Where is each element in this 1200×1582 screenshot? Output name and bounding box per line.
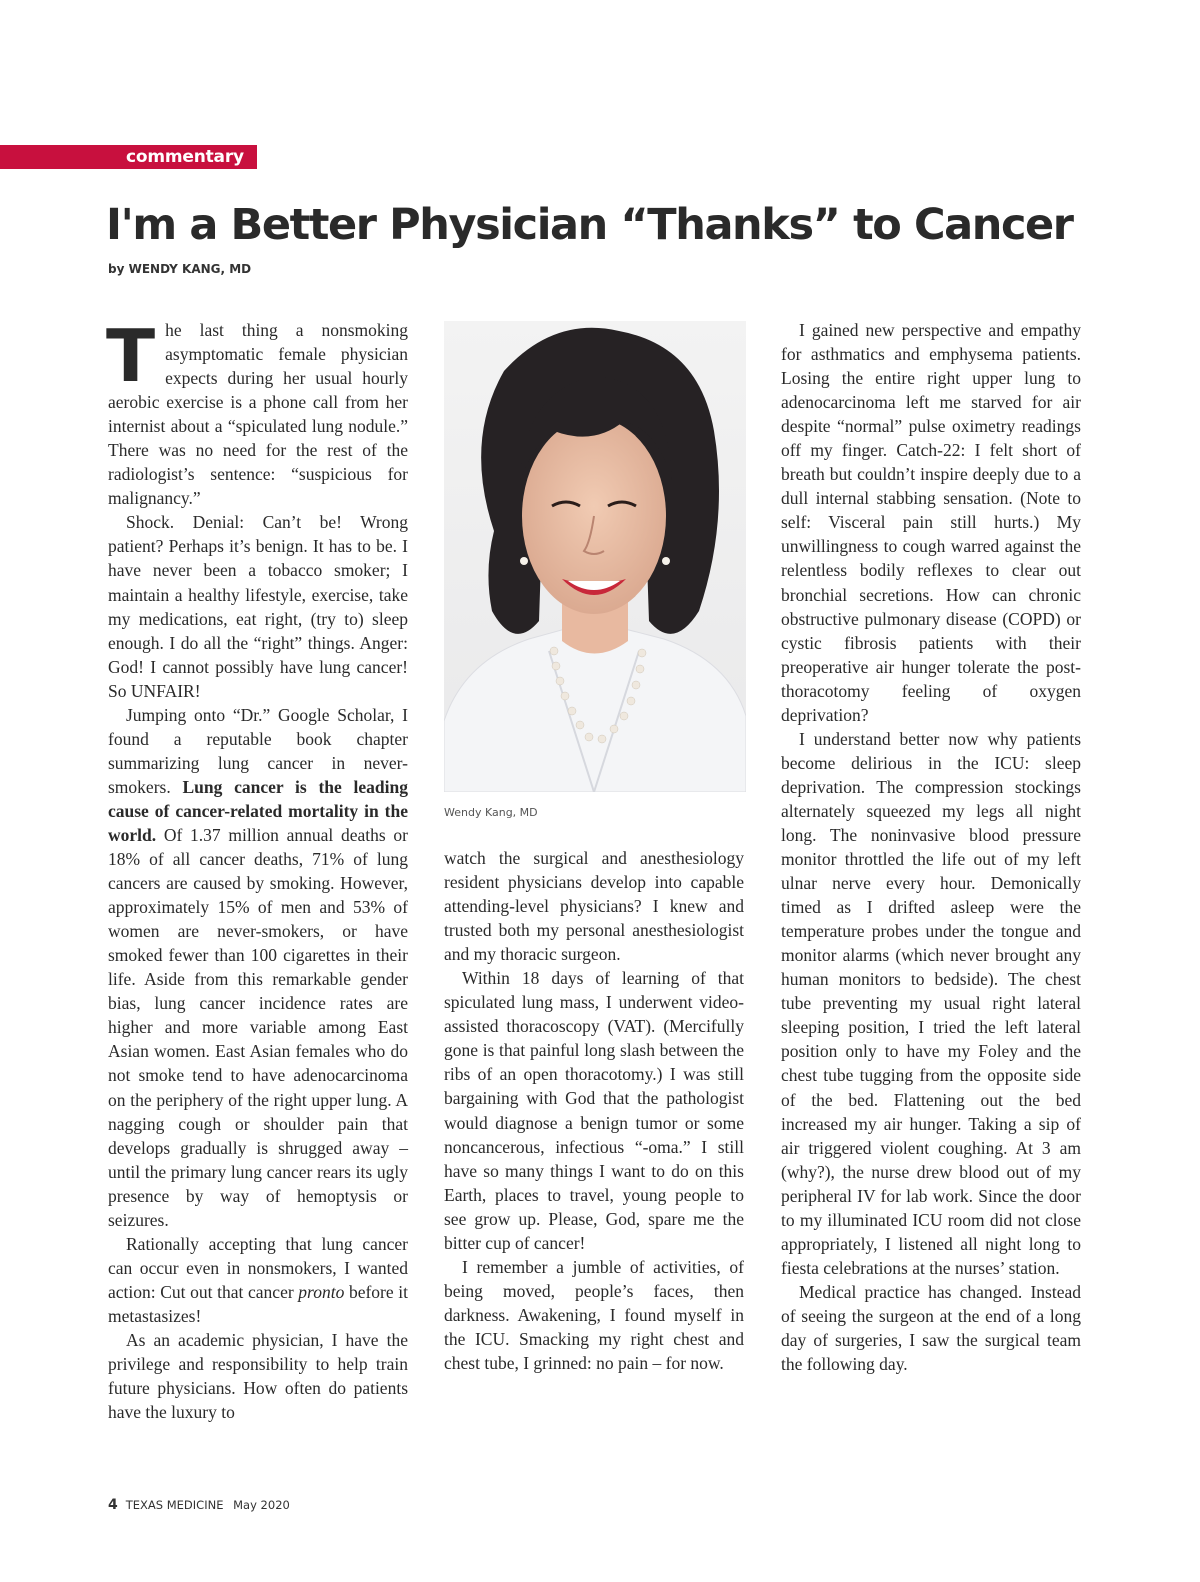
- paragraph-text: Of 1.37 million annual deaths or 18% of all cancer deaths, 71% of lung cancers are caused by smoking. However, approximately 15% of men and 53% of women are never-smokers, or have smoked fewer than 100 cigarettes in their life. Aside from this remarkable gender bias, lung cancer incidence rates are higher and more variable among East Asian women. East Asian females who do not smoke tend to have adenocarcinoma on the periphery of the right upper lung. A nagging cough or shoulder pain that develops gradually is shrugged away – until the primary lung cancer rears its ugly presence by way of hemoptysis or seizures.: [108, 824, 408, 1230]
- paragraph-text: Jumping onto “Dr.” Google Scholar, I found a reputable book chapter summarizing lung cancer in never-smokers.: [108, 704, 408, 797]
- paragraph: [106, 314, 408, 510]
- paragraph: Within 18 days of learning of that spiculated lung mass, I underwent video-assisted thoracoscopy (VAT). (Mercifully gone is that painful long slash between the ribs of an open thoracotomy.) I was still bargaining with God that the pathologist would diagnose a benign tumor or some noncancerous, infectious “-oma.” I still have so many things I want to do on this Earth, places to travel, young people to see grow up. Please, God, spare me the bitter cup of cancer!: [444, 968, 744, 1253]
- italic-word: pronto: [298, 1281, 345, 1302]
- paragraph: I understand better now why patients become delirious in the ICU: sleep deprivation. The compression stockings alternately squeezed my legs all night long. The noninvasive blood pressure monitor throttled the life out of my left ulnar nerve every hour. Demonically timed as I drifted asleep were the temperature probes under the tongue and monitor alarms (which never brought any human monitors to bedside). The chest tube preventing my usual right lateral sleeping position, I tried the left lateral position only to have my Foley and the chest tube tugging from the opposite side of the bed. Flattening out the bed increased my air hunger. Taking a sip of air triggered violent coughing. At 3 am (why?), the nurse drew blood out of my peripheral IV for lab work. Since the door to my illuminated ICU room did not close appropriately, I listened all night long to fiesta celebrations at the nurses’ station.: [781, 728, 1081, 1278]
- bold-statement: Lung cancer is the leading cause of cancer-related mortality in the world.: [108, 776, 408, 845]
- author-portrait-image: [444, 321, 746, 792]
- paragraph: watch the surgical and anesthesiology resident physicians develop into capable attending-level physicians? I knew and trusted both my personal anesthesiologist and my thoracic surgeon.: [444, 848, 744, 965]
- article-title: I'm a Better Physician “Thanks” to Cancer: [106, 200, 1073, 250]
- paragraph-text: before it metastasizes!: [108, 1281, 408, 1326]
- paragraph: As an academic physician, I have the privilege and responsibility to help train future physicians. How often do patients have the luxury to: [108, 1329, 408, 1423]
- column-1: [106, 314, 408, 1424]
- paragraph: Shock. Denial: Can’t be! Wrong patient? Perhaps it’s benign. It has to be. I have never been a tobacco smoker; I maintain a healthy lifestyle, exercise, take my medications, eat right, (try to) sleep enough. I do all the “right” things. Anger: God! I cannot possibly have lung cancer! So UNFAIR!: [108, 512, 408, 701]
- paragraph: [108, 1232, 408, 1328]
- paragraph: I remember a jumble of activities, of being moved, people’s faces, then darkness. Awakening, I found myself in the ICU. Smacking my right chest and chest tube, I grinned: no pain – for now.: [444, 1256, 744, 1373]
- paragraph-text: Rationally accepting that lung cancer can occur even in nonsmokers, I wanted action: Cut out that cancer: [108, 1233, 408, 1302]
- column-3: [781, 318, 1081, 1376]
- paragraph: [108, 703, 408, 1232]
- issue-date: May 2020: [233, 1498, 290, 1512]
- author-photo: [444, 321, 746, 792]
- drop-cap: T: [106, 314, 156, 398]
- paragraph: I gained new perspective and empathy for asthmatics and emphysema patients. Losing the entire right upper lung to adenocarcinoma left me starved for air despite “normal” pulse oximetry readings off my finger. Catch-22: I felt short of breath but couldn’t inspire deeply due to a dull internal stabbing sensation. (Note to self: Visceral pain still hurts.) My unwillingness to cough warred against the relentless bodily reflexes to clear out bronchial secretions. How can chronic obstructive pulmonary disease (COPD) or cystic fibrosis patients with their preoperative air hunger tolerate the post-thoracotomy feeling of oxygen deprivation?: [781, 320, 1081, 725]
- page-number: 4: [108, 1497, 118, 1513]
- publication-name: TEXAS MEDICINE: [125, 1498, 224, 1512]
- photo-caption: Wendy Kang, MD: [444, 806, 538, 819]
- paragraph: Medical practice has changed. Instead of seeing the surgeon at the end of a long day of surgeries, I saw the surgical team the following day.: [781, 1281, 1081, 1375]
- section-label: commentary: [126, 147, 244, 167]
- paragraph-text: he last thing a nonsmoking asymptomatic female physician expects during her usual hourly aerobic exercise is a phone call from her internist about a “spiculated lung nodule.” There was no need for the rest of the radiologist’s sentence: “suspicious for malignancy.”: [108, 320, 408, 509]
- page-footer: [108, 1497, 290, 1513]
- column-2: [444, 846, 744, 1375]
- byline: by WENDY KANG, MD: [108, 262, 252, 276]
